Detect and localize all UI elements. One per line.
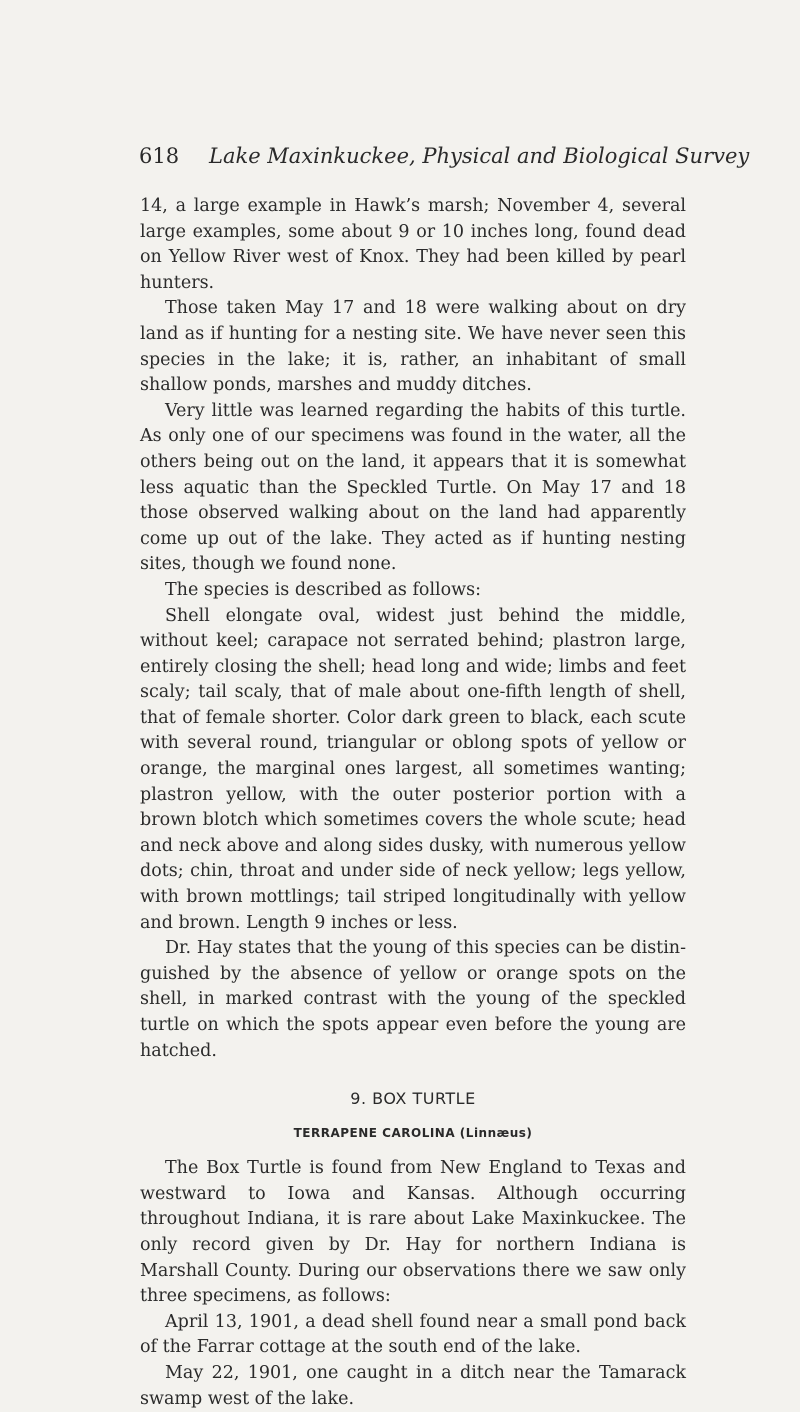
body-text — [140, 194, 686, 1412]
page-number: 618 — [139, 144, 180, 168]
paragraph: April 13, 1901, a dead shell found near a small pond back of the Farrar cottage at the south end of the lake. — [140, 1311, 686, 1358]
section-heading: 9. BOX TURTLE — [350, 1089, 476, 1109]
paragraph: Very little was learned regarding the habits of this turtle. As only one of our specimens was found in the water, all the others being out on the land, it appears that it is somewhat less aquatic than the Speckled Turtle. On May 17 and 18 those observed walking about on the land had apparently come up out of the lake. They acted as if hunting nesting sites, though we found none. — [140, 400, 686, 575]
paragraph: Those taken May 17 and 18 were walking about on dry land as if hunting for a nesting site. We have never seen this species in the lake; it is, rather, an inhabitant of small shallow ponds, marshes and muddy ditches. — [140, 298, 686, 396]
running-title: Lake Maxinkuckee, Physical and Biological Survey — [209, 144, 750, 168]
paragraph: Shell elongate oval, widest just behind the middle, without keel; carapace not serrated behind; plastron large, entirely closing the shell; head long and wide; limbs and feet scaly; tail scaly, that of male about one-fifth length of shell, that of female shorter. Color dark green to black, each scute with several round, triangular or oblong spots of yellow or orange, the marginal ones largest, all sometimes wanting; plastron yellow, with the outer posterior portion with a brown blotch which sometimes covers the whole scute; head and neck above and along sides dusky, with numerous yellow dots; chin, throat and under side of neck yellow; legs yellow, with brown mottlings; tail striped longitudinally with yellow and brown. Length 9 inches or less. — [140, 605, 686, 933]
species-name: TERRAPENE CAROLINA (Linnæus) — [293, 1126, 533, 1141]
paragraph: 14, a large example in Hawk’s marsh; November 4, several large examples, some about 9 or 10 inches long, found dead on Yellow River west of Knox. They had been killed by pearl hunters. — [140, 196, 686, 293]
paragraph: Dr. Hay states that the young of this species can be distinguished by the absence of yellow or orange spots on the shell, in marked contrast with the young of the speckled turtle on which the spots appear even before the young are hatched. — [140, 938, 686, 1061]
paragraph: The Box Turtle is found from New England to Texas and westward to Iowa and Kansas. Although occurring throughout Indiana, it is rare about Lake Maxinkuckee. The only record given by Dr. Hay for northern Indiana is Marshall County. During our observations there we saw only three specimens, as follows: — [140, 1158, 686, 1307]
paragraph: The species is described as follows: — [165, 579, 482, 600]
running-head — [139, 143, 750, 169]
paragraph: May 22, 1901, one caught in a ditch near the Tamarack swamp west of the lake. — [140, 1362, 686, 1409]
